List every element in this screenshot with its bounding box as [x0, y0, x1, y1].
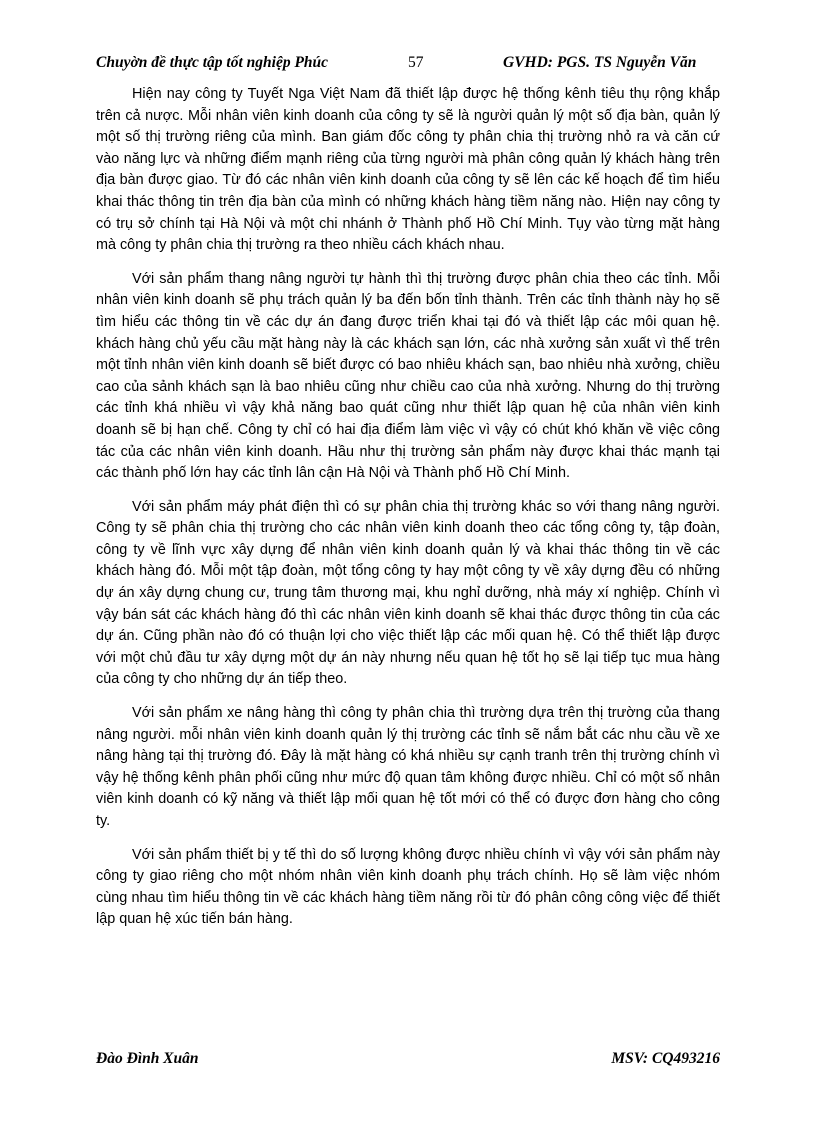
header-title: Chuyờn đề thực tập tốt nghiệp Phúc: [96, 54, 329, 71]
paragraph: Với sản phẩm thiết bị y tế thì do số lượng không được nhiều chính vì vậy với sản phẩm này công ty giao riêng cho một nhóm nhân viên kinh doanh phụ trách chính. Họ sẽ làm việc nhóm cùng nhau tìm hiểu thông tin về các khách hàng tiềm năng rồi từ đó phân công công việc để thiết lập quan hệ xúc tiến bán hàng.: [96, 846, 720, 928]
paragraph: Hiện nay công ty Tuyết Nga Việt Nam đã thiết lập được hệ thống kênh tiêu thụ rộng khắp trên cả nược. Mỗi nhân viên kinh doanh của công ty sẽ là người quản lý một số địa bàn, quản lý một số thị trường riêng của mình. Ban giám đốc công ty phân chia thị trường nhỏ ra và căn cứ vào năng lực và những điểm mạnh riêng của từng người mà phân công quản lý khách hàng trên địa bàn được giao. Từ đó các nhân viên kinh doanh của công ty sẽ lên các kế hoạch để tìm hiểu khai thác thông tin trên địa bàn của mình có những khách hàng tiềm năng nào. Hiện nay công ty có trụ sở chính tại Hà Nội và một chi nhánh ở Thành phố Hồ Chí Minh. Tụy vào từng mặt hàng mà công ty phân chia thị trường ra theo nhiều cách khách nhau.: [96, 86, 720, 254]
page-number: 57: [408, 54, 424, 71]
header-supervisor: GVHD: PGS. TS Nguyễn Văn: [503, 54, 697, 71]
paragraph: Với sản phẩm xe nâng hàng thì công ty phân chia thì trường dựa trên thị trường của thang nâng người. mỗi nhân viên kinh doanh quản lý thị trường các tỉnh sẽ nắm bắt các nhu cầu về xe nâng hàng tại thị trường đó. Đây là mặt hàng có khá nhiều sự cạnh tranh trên thị trường chính vì vậy hệ thống kênh phân phối cũng như mức độ quan tâm không được nhiều. Chỉ có một số nhân viên kinh doanh có kỹ năng và thiết lập mối quan hệ tốt mới có thể có được đơn hàng cho công ty.: [96, 705, 720, 829]
footer-student-id: MSV: CQ493216: [611, 1050, 720, 1067]
document-body: [96, 84, 720, 943]
footer-author: Đào Đình Xuân: [96, 1050, 199, 1067]
paragraph: Với sản phẩm máy phát điện thì có sự phân chia thị trường khác so với thang nâng người. Công ty sẽ phân chia thị trường cho các nhân viên kinh doanh theo các tổng công ty, tập đoàn, công ty về lĩnh vực xây dựng để nhân viên kinh doanh quản lý và khai thác thông tin về các khách hàng đó. Mỗi một tập đoàn, một tổng công ty hay một công ty về xây dựng đều có những dự án xây dựng chung cư, trung tâm thương mại, khu nghỉ dưỡng, nhà máy xí nghiệp. Chính vì vậy bán sát các khách hàng đó thì các nhân viên kinh doanh sẽ khai thác được thông tin của các dự án. Cũng phần nào đó có thuận lợi cho việc thiết lập các mối quan hệ. Có thể thiết lập được với một chủ đầu tư xây dựng một dự án này nhưng nếu quan hệ tốt họ sẽ lại tiếp tục mua hàng của công ty cho những dự án tiếp theo.: [96, 498, 720, 688]
paragraph: Với sản phẩm thang nâng người tự hành thì thị trường được phân chia theo các tỉnh. Mỗi nhân viên kinh doanh sẽ phụ trách quản lý ba đến bốn tỉnh thành. Trên các tỉnh thành này họ sẽ tìm hiểu các thông tin về các dự án đang được triển khai tại đó và thiết lập các môi quan hệ. khách hàng chủ yếu cầu mặt hàng này là các khách sạn lớn, các nhà xưởng sản xuất vì thế trên một tỉnh nhân viên kinh doanh sẽ biết được có bao nhiêu khách sạn, bao nhiêu nhà xưởng, chiều cao của sảnh khách sạn là bao nhiêu cũng như chiều cao của nhà xưởng. Nhưng do thị trường các tỉnh khá nhiều vì vậy khả năng bao quát cũng như thiết lập quan hệ của nhân viên kinh doanh sẽ bị hạn chế. Công ty chỉ có hai địa điểm làm việc vì vậy có chút khó khăn về việc công tác của các nhân viên kinh doanh. Hầu như thị trường sản phẩm này được khai thác mạnh tại các thành phố lớn hay các tỉnh lân cận Hà Nội và Thành phố Hồ Chí Minh.: [96, 270, 720, 482]
